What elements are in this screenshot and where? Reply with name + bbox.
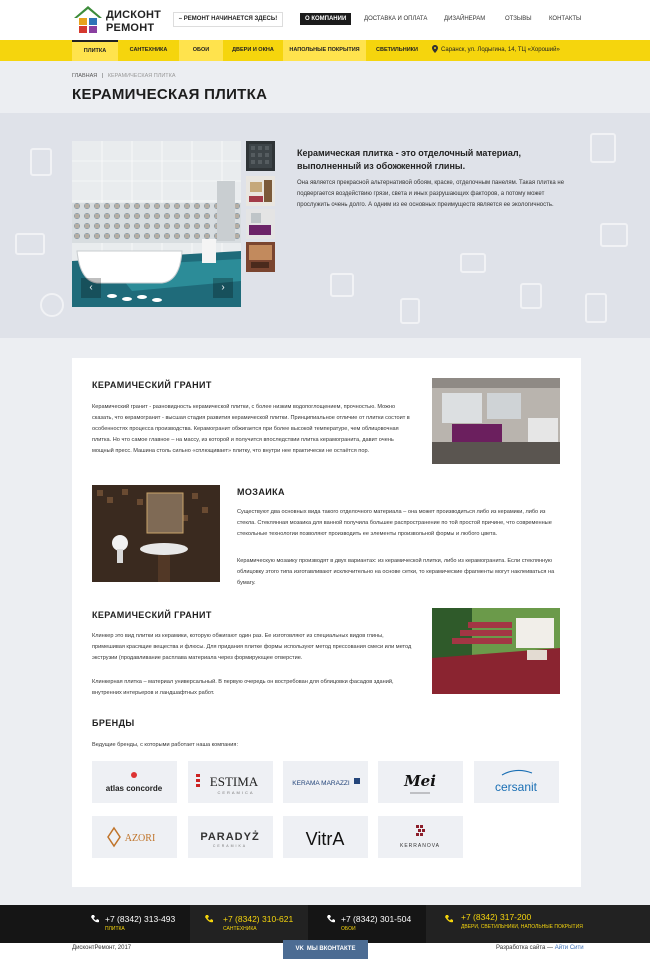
brand-logo-text: cersanit bbox=[494, 780, 538, 794]
section-title: КЕРАМИЧЕСКИЙ ГРАНИТ bbox=[92, 610, 212, 620]
category-bar bbox=[0, 40, 650, 61]
page-title: КЕРАМИЧЕСКАЯ ПЛИТКА bbox=[72, 86, 268, 103]
phone-icon bbox=[204, 914, 214, 924]
phone-number[interactable]: +7 (8342) 317-200 bbox=[461, 912, 532, 922]
section-text: Клинкерная плитка – материал универсальный. В первую очередь он востребован для облицовки фасадов зданий, внутренних интерьеров и ландшафтных работ. bbox=[92, 679, 394, 697]
nav-delivery[interactable]: ДОСТАВКА И ОПЛАТА bbox=[364, 16, 428, 22]
brand-kerranova[interactable] bbox=[378, 816, 463, 858]
brands-subtitle: Ведущие бренды, с которыми работает наша компания: bbox=[92, 742, 239, 748]
decor-window-icon bbox=[15, 233, 45, 255]
location-pin-icon bbox=[432, 45, 438, 53]
clinker-image bbox=[432, 608, 560, 694]
store-address bbox=[432, 40, 582, 61]
brand-vitra[interactable] bbox=[283, 816, 368, 858]
brands-title: БРЕНДЫ bbox=[92, 718, 135, 728]
brand-logo-text: KERRANOVA bbox=[399, 843, 441, 849]
phone-icon bbox=[326, 914, 336, 924]
logo-line1: ДИСКОНТ bbox=[106, 9, 162, 21]
cat-lighting[interactable]: СВЕТИЛЬНИКИ bbox=[376, 47, 418, 53]
breadcrumb-home[interactable]: ГЛАВНАЯ bbox=[72, 73, 98, 79]
house-logo-icon bbox=[73, 5, 103, 35]
gallery-next-button[interactable] bbox=[213, 278, 233, 298]
decor-tile-icon bbox=[600, 223, 628, 247]
brand-cersanit[interactable] bbox=[474, 761, 559, 803]
brand-mei[interactable] bbox=[378, 761, 463, 803]
brand-logo-text: Mei bbox=[404, 772, 436, 790]
nav-about[interactable]: О КОМПАНИИ bbox=[300, 13, 351, 25]
address-text: Саранск, ул. Лодыгина, 14, ТЦ «Хороший» bbox=[441, 47, 560, 53]
developer-credit bbox=[496, 945, 584, 951]
footer-phone-block bbox=[190, 905, 308, 943]
decor-door-icon bbox=[585, 293, 607, 323]
footer-phone-block bbox=[72, 905, 190, 943]
chevron-right-icon: › bbox=[221, 282, 225, 293]
logo-line2: РЕМОНТ bbox=[106, 22, 155, 34]
footer-phone-block bbox=[426, 905, 650, 943]
brand-atlas-concorde[interactable] bbox=[92, 761, 177, 803]
brand-logo-text: ESTIMA bbox=[209, 774, 259, 789]
section-text: Керамическую мозаику производят в двух вариантах: из керамической плитки, либо из керамогранита. Если стеклянную облицовку этого типа изготавливают исключительно на основе сетки, то керамические фрагменты могут наклеиваться на бумагу. bbox=[237, 558, 555, 587]
vk-label: МЫ ВКОНТАКТЕ bbox=[306, 946, 356, 952]
phone-number[interactable]: +7 (8342) 301-504 bbox=[341, 914, 412, 924]
brand-logo-text: atlas concorde bbox=[105, 784, 163, 793]
brand-kerama-marazzi[interactable] bbox=[283, 761, 368, 803]
bathroom-image bbox=[432, 378, 560, 464]
decor-window-icon bbox=[460, 253, 486, 273]
gallery-thumb[interactable] bbox=[246, 141, 275, 171]
brand-logo-text: PARADYŻ bbox=[200, 831, 260, 843]
cat-flooring[interactable]: НАПОЛЬНЫЕ ПОКРЫТИЯ bbox=[283, 40, 366, 61]
footer-phone-block bbox=[308, 905, 426, 943]
cat-plumbing[interactable]: САНТЕХНИКА bbox=[129, 47, 168, 53]
breadcrumb bbox=[72, 73, 176, 79]
phone-department: ОБОИ bbox=[341, 926, 356, 932]
footer-phones bbox=[0, 905, 650, 943]
site-logo[interactable] bbox=[73, 5, 163, 37]
decor-door-icon bbox=[30, 148, 52, 176]
brand-logo-text: AZORI bbox=[124, 833, 156, 844]
brand-logo-text: VitrA bbox=[305, 829, 345, 849]
brand-azori[interactable] bbox=[92, 816, 177, 858]
brand-logo-text: KERAMA MARAZZI bbox=[292, 780, 350, 787]
chevron-left-icon: ‹ bbox=[89, 282, 93, 293]
breadcrumb-separator: | bbox=[101, 73, 104, 79]
brand-logo-subtext: CERAMICA bbox=[217, 790, 255, 795]
mosaic-image bbox=[92, 485, 220, 582]
phone-department: ПЛИТКА bbox=[105, 926, 125, 932]
top-header bbox=[0, 0, 650, 40]
section-title: МОЗАИКА bbox=[237, 487, 285, 497]
decor-tile-icon bbox=[330, 273, 354, 297]
decor-door-icon bbox=[400, 298, 420, 324]
phone-number[interactable]: +7 (8342) 310-621 bbox=[223, 914, 294, 924]
decor-bucket-icon bbox=[520, 283, 542, 309]
gallery-thumb[interactable] bbox=[246, 209, 275, 239]
brand-logo-subtext: CERAMIKA bbox=[212, 844, 248, 848]
phone-department: ДВЕРИ, СВЕТИЛЬНИКИ, НАПОЛЬНЫЕ ПОКРЫТИЯ bbox=[461, 924, 583, 930]
phone-icon bbox=[444, 914, 454, 924]
breadcrumb-current: КЕРАМИЧЕСКАЯ ПЛИТКА bbox=[107, 73, 176, 79]
nav-reviews[interactable]: ОТЗЫВЫ bbox=[505, 16, 532, 22]
section-text: Клинкер это вид плитки из керамики, которую обжигают один раз. Ее изготовляют из специальных видов глины, примешивая красящие вещества и флюсы. Для придания плитке формы используют метод прессования смеси или метод экструзии (продавливание расплава материала через формирующее отверстие. bbox=[92, 633, 412, 662]
section-text: Керамический гранит - разновидность керамической плитки, с более низким водопоглощением, прочностью. Можно сказать, что керамогранит - высшая стадия развития керамической плитки. Принципиальное отличие от плитки состоит в особенностях процесса производства. Керамогранит обжигается при более высокой температуре, чем облицовочная плитка. Но что самое главное – на массу, из которой и получится впоследствии плитка керамогранита, давит очень мощный пресс. Машина столь сильно «сплющивает» плитку, что внутри нее практически не остаётся пор. bbox=[92, 404, 410, 455]
cat-tile[interactable]: ПЛИТКА bbox=[72, 40, 118, 61]
phone-number[interactable]: +7 (8342) 313-493 bbox=[105, 914, 176, 924]
decor-lamp-icon bbox=[40, 293, 64, 317]
phone-icon bbox=[90, 914, 100, 924]
phone-department: САНТЕХНИКА bbox=[223, 926, 257, 932]
section-title: КЕРАМИЧЕСКИЙ ГРАНИТ bbox=[92, 380, 212, 390]
developer-prefix: Разработка сайта — bbox=[496, 945, 554, 951]
gallery-prev-button[interactable] bbox=[81, 278, 101, 298]
nav-designers[interactable]: ДИЗАЙНЕРАМ bbox=[444, 16, 486, 22]
decor-door-icon bbox=[590, 133, 616, 163]
gallery-thumb[interactable] bbox=[246, 242, 275, 272]
intro-text: Она является прекрасной альтернативой обоям, краске, отделочным панелям. Такая плитка не подвергается воздействию грязи, света и иных разрушающих факторов, а потому может прослужить очень долго. А одним из ее основных преимуществ является ее экологичность. bbox=[297, 180, 565, 209]
nav-contacts[interactable]: КОНТАКТЫ bbox=[549, 16, 582, 22]
gallery-thumb[interactable] bbox=[246, 176, 275, 206]
cat-doors-windows[interactable]: ДВЕРИ И ОКНА bbox=[232, 47, 274, 53]
vk-icon: VK bbox=[295, 946, 304, 952]
intro-heading: Керамическая плитка - это отделочный материал, выполненный из обожженной глины. bbox=[297, 148, 522, 171]
vk-button[interactable] bbox=[283, 940, 368, 959]
slogan: – РЕМОНТ НАЧИНАЕТСЯ ЗДЕСЬ! bbox=[173, 12, 283, 27]
section-text: Существуют два основных вида такого отделочного материала – она может производиться либо из керамики, либо из стекла. Стеклянная мозаика для ванной получила большее распространение по той простой причине, что современные стекольные технологии позволяют производить ее элементы произвольной формы и любого цвета. bbox=[237, 509, 552, 538]
brand-paradyz[interactable] bbox=[188, 816, 273, 858]
brand-estima[interactable] bbox=[188, 761, 273, 803]
developer-link[interactable]: Айти Сити bbox=[554, 945, 584, 951]
cat-wallpaper[interactable]: ОБОИ bbox=[179, 40, 223, 61]
copyright: ДисконтРемонт, 2017 bbox=[72, 945, 132, 951]
